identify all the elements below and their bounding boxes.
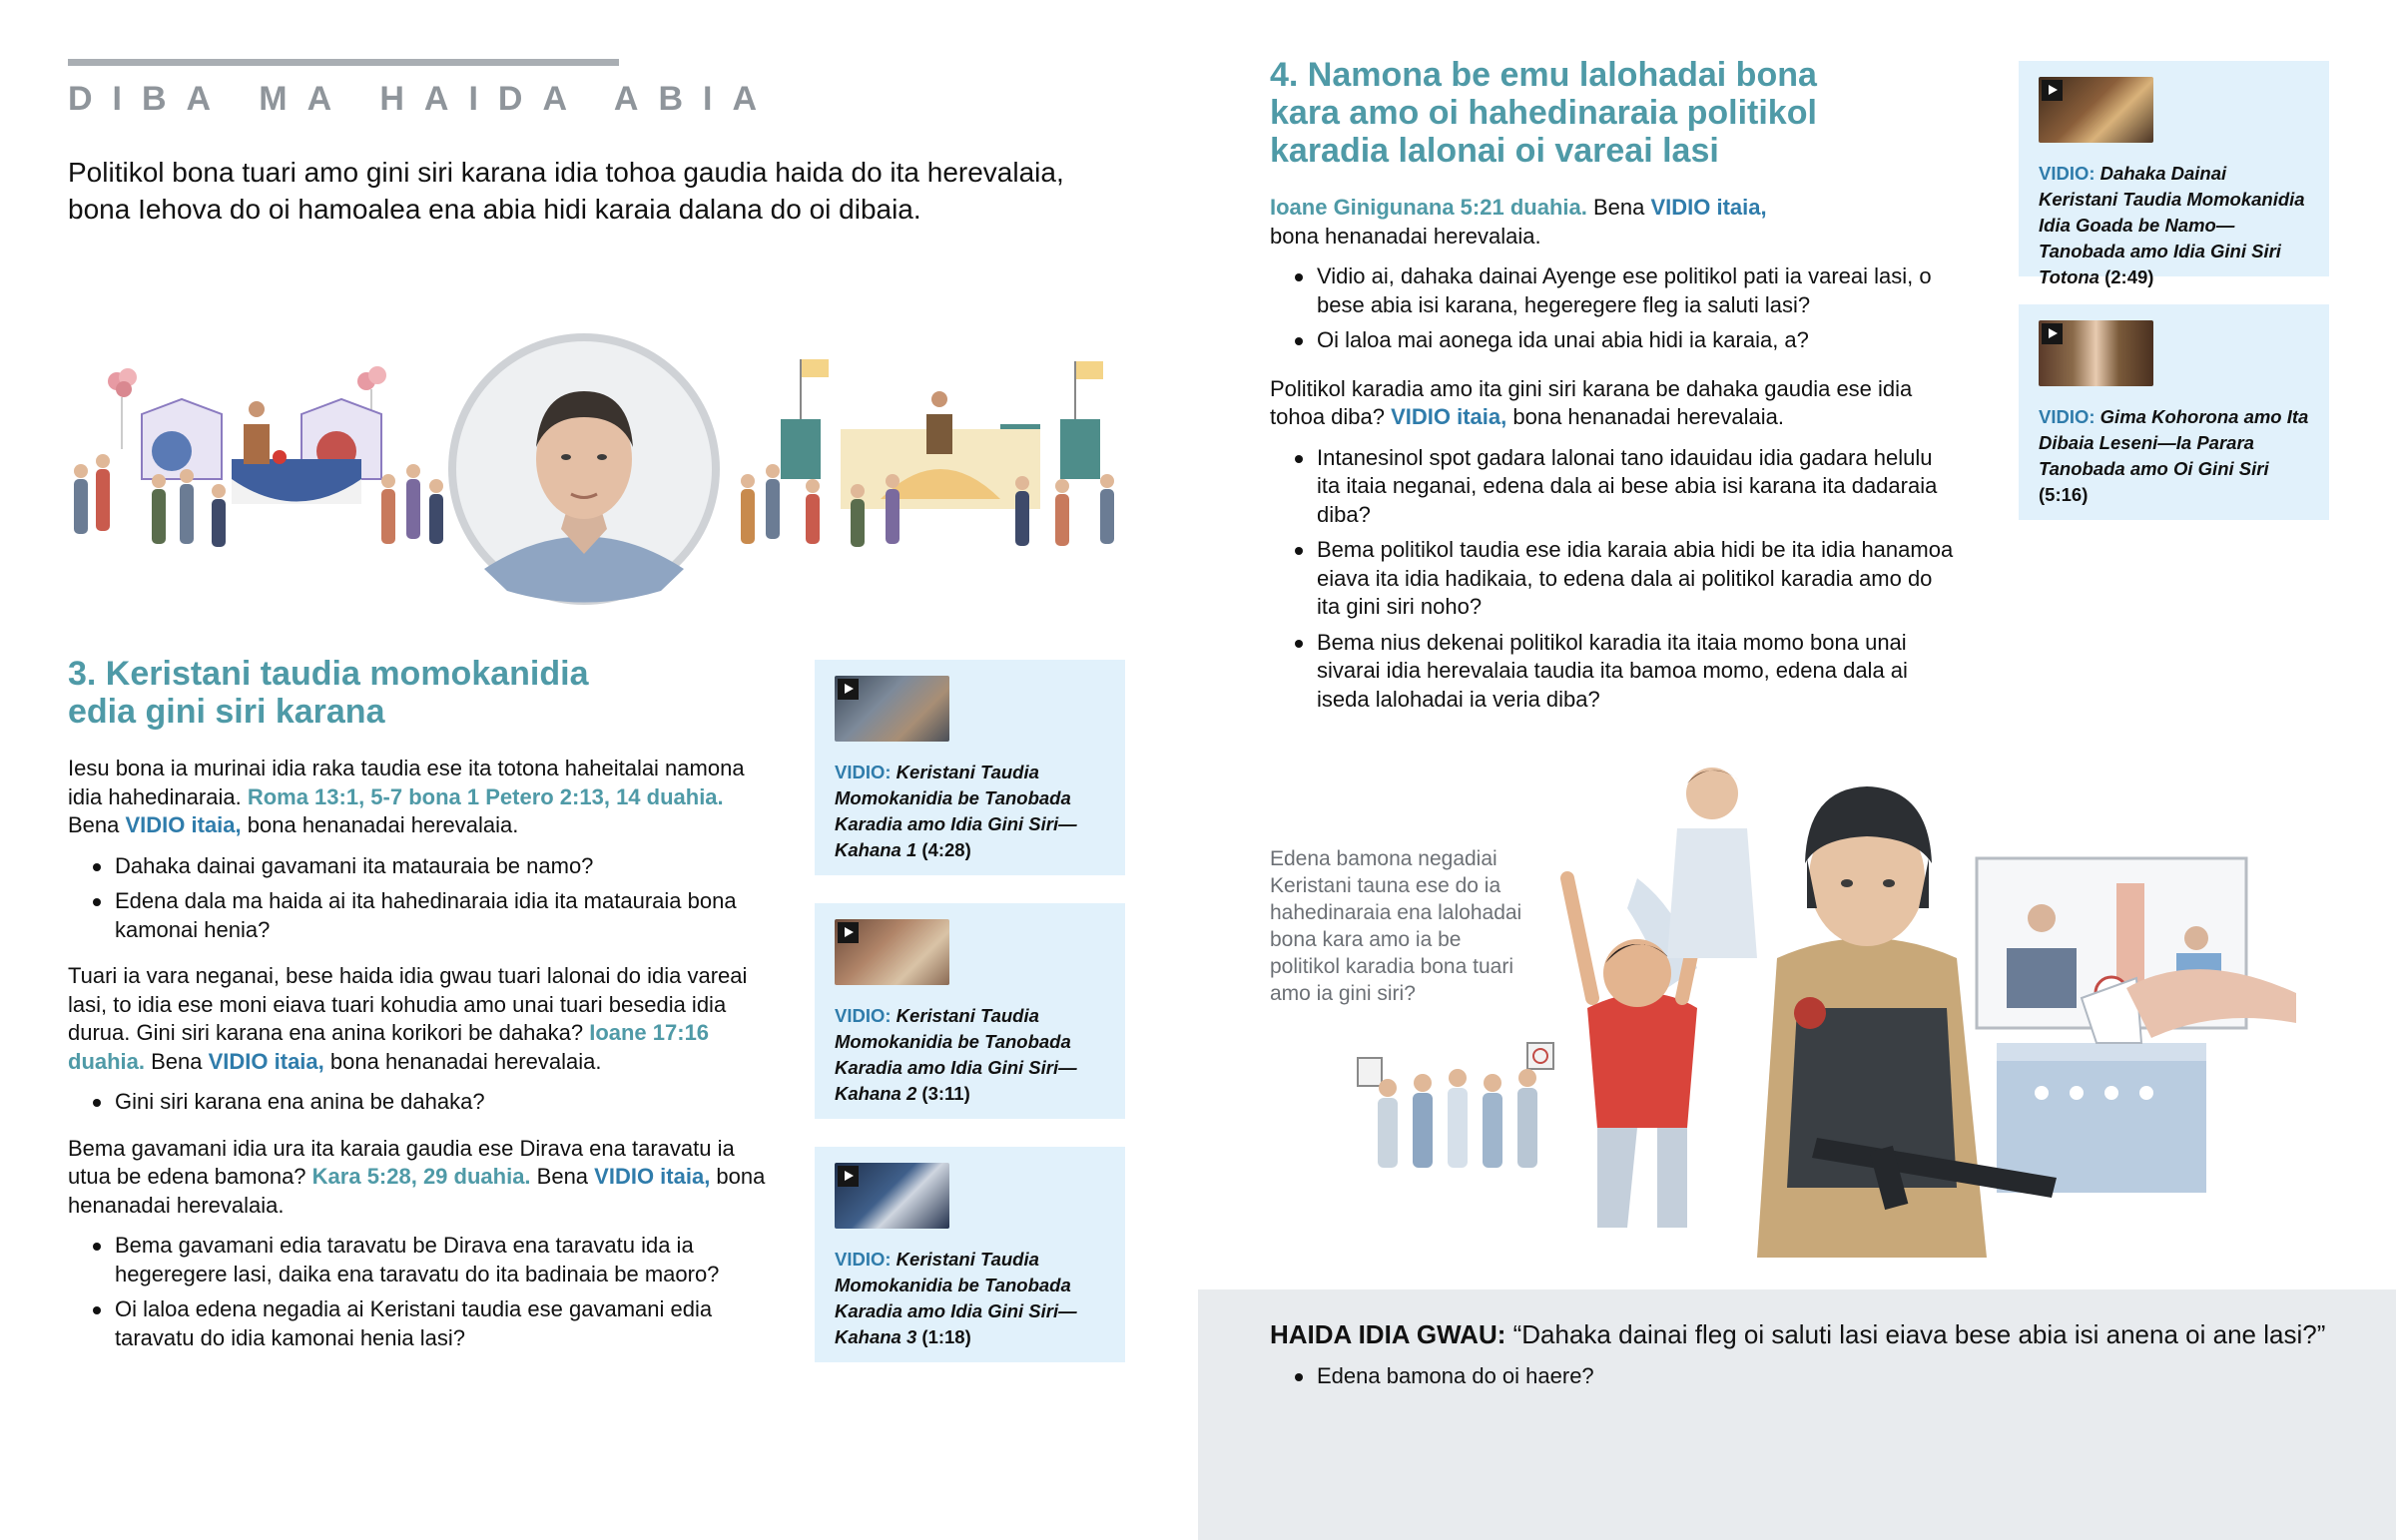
- question-list: [68, 1232, 767, 1352]
- video-duration: (3:11): [921, 1083, 970, 1104]
- question-list: [1270, 262, 1959, 355]
- paragraph-text: Iesu bona ia murinai idia raka taudia ese ita totona haheitalai namona idia hahedinaraia.: [68, 756, 745, 809]
- section-4-title-line: karadia lalonai oi vareai lasi: [1270, 132, 1719, 170]
- video-duration: (4:28): [921, 839, 971, 860]
- paragraph-text: bona henanadai herevalaia.: [68, 1164, 766, 1218]
- question-item: Vidio ai, dahaka dainai Ayenge ese politikol pati ia vareai lasi, o bese abia isi karana, hegeregere fleg ia saluti lasi?: [1270, 262, 1959, 319]
- question-item: Bema nius dekenai politikol karadia ita itaia momo bona unai sivarai idia herevalaia taudia ita bamoa momo, edena dala ai iseda lalohadai ia veria diba?: [1270, 629, 1959, 715]
- video-link[interactable]: VIDIO itaia,: [1391, 404, 1507, 429]
- video-duration: (1:18): [921, 1326, 971, 1347]
- paragraph-text: Tuari ia vara neganai, bese haida idia gwau tuari lalonai do idia vareai lasi, to idia ese moni eiava tuari kohudia amo unai tuari besedia idia durua. Gini siri karana ena anina korikori be dahaka?: [68, 963, 748, 1045]
- paragraph-text: Bema gavamani idia ura ita karaia gaudia ese Dirava ena taravatu ia utua be edena bamona?: [68, 1135, 735, 1189]
- section-3-paragraph-2: [68, 962, 767, 1076]
- video-title[interactable]: Keristani Taudia Momokanidia be Tanobada Karadia amo Idia Gini Siri—Kahana 1: [835, 762, 1077, 860]
- paragraph-text: bona henanadai herevalaia.: [1506, 404, 1784, 429]
- play-icon[interactable]: [2042, 323, 2063, 344]
- play-icon[interactable]: [2042, 80, 2063, 101]
- question-list: [68, 1088, 767, 1117]
- paragraph-text: bona henanadai herevalaia.: [1270, 223, 1541, 249]
- shouting-youth: [1667, 768, 1757, 958]
- video-thumbnail[interactable]: [2039, 320, 2153, 386]
- video-link[interactable]: VIDIO itaia,: [125, 812, 242, 837]
- scripture-reference[interactable]: Ioane 17:16 duahia.: [68, 1020, 710, 1074]
- section-3-title-line: 3. Keristani taudia momokanidia: [68, 655, 589, 693]
- discussion-label: HAIDA IDIA GWAU:: [1270, 1319, 1506, 1349]
- paragraph-text: bona henanadai herevalaia.: [241, 812, 519, 837]
- discussion-prompt: [1270, 1317, 2358, 1351]
- video-duration: (5:16): [2039, 484, 2089, 505]
- video-label: VIDIO:: [835, 762, 892, 782]
- question-item: Intanesinol spot gadara lalonai tano idauidau idia gadara helulu ita itaia neganai, edena dala ai bese abia isi karana ita dadaraia diba?: [1270, 444, 1959, 530]
- section-4-body: [1270, 194, 1959, 721]
- video-label: VIDIO:: [835, 1249, 892, 1270]
- protester-group: [1358, 1043, 1553, 1168]
- video-link[interactable]: VIDIO itaia,: [594, 1164, 711, 1189]
- play-icon[interactable]: [838, 922, 859, 943]
- video-link[interactable]: VIDIO itaia,: [1650, 195, 1767, 220]
- neutrality-illustration: [1338, 759, 2316, 1297]
- video-thumbnail[interactable]: [835, 919, 949, 985]
- paragraph-text: Politikol karadia amo ita gini siri karana be dahaka gaudia ese idia tohoa diba?: [1270, 375, 1913, 429]
- play-icon[interactable]: [838, 679, 859, 700]
- section-4-paragraph-1: [1270, 194, 1959, 251]
- video-card[interactable]: [815, 660, 1125, 875]
- section-4-paragraph-2: [1270, 375, 1959, 432]
- video-caption: [2039, 404, 2309, 508]
- rally-illustration: [62, 329, 1160, 609]
- video-card[interactable]: [2019, 61, 2329, 287]
- video-card[interactable]: [2019, 304, 2329, 520]
- question-item: Gini siri karana ena anina be dahaka?: [68, 1088, 767, 1117]
- video-thumbnail[interactable]: [835, 676, 949, 742]
- video-link[interactable]: VIDIO itaia,: [208, 1048, 324, 1074]
- question-item: Bema politikol taudia ese idia karaia abia hidi be ita idia hanamoa eiava ita idia hadikaia, to edena dala ai politikol karadia amo do ita gini siri noho?: [1270, 536, 1959, 622]
- video-card[interactable]: [815, 1147, 1125, 1362]
- question-list: [1270, 1362, 2268, 1398]
- video-title[interactable]: Keristani Taudia Momokanidia be Tanobada Karadia amo Idia Gini Siri—Kahana 2: [835, 1005, 1077, 1104]
- video-caption: [835, 760, 1105, 863]
- paragraph-text: Bena: [530, 1164, 595, 1189]
- soldier-voter-illustration: [1338, 759, 2316, 1297]
- question-item: Oi laloa edena negadia ai Keristani taudia ese gavamani edia taravatu do idia kamonai henia lasi?: [68, 1295, 767, 1352]
- question-list: [1270, 444, 1959, 715]
- section-3-paragraph-3: [68, 1135, 767, 1221]
- question-item: Dahaka dainai gavamani ita matauraia be namo?: [68, 852, 767, 881]
- question-item: Oi laloa mai aonega ida unai abia hidi ia karaia, a?: [1270, 326, 1959, 355]
- section-kicker: DIBA MA HAIDA ABIA: [68, 80, 778, 118]
- politics-illustration: [62, 329, 1160, 609]
- video-caption: [2039, 161, 2309, 290]
- scripture-reference[interactable]: Kara 5:28, 29 duahia.: [311, 1164, 531, 1189]
- section-3-title-line: edia gini siri karana: [68, 693, 385, 731]
- video-label: VIDIO:: [2039, 163, 2096, 184]
- play-icon[interactable]: [838, 1166, 859, 1187]
- video-caption: [835, 1003, 1105, 1107]
- intro-paragraph: Politikol bona tuari amo gini siri karana idia tohoa gaudia haida do ita herevalaia, bona Iehova do oi hamoalea ena abia hidi karaia dalana do oi dibaia.: [68, 157, 1064, 225]
- video-title[interactable]: Keristani Taudia Momokanidia be Tanobada Karadia amo Idia Gini Siri—Kahana 3: [835, 1249, 1077, 1347]
- paragraph-text: bona henanadai herevalaia.: [323, 1048, 602, 1074]
- section-4-title: [1270, 56, 1909, 170]
- question-item: Edena bamona do oi haere?: [1270, 1362, 2268, 1391]
- illustration-caption: Edena bamona negadiai Keristani tauna ese do ia hahedinaraia ena lalohadai bona kara amo ia be politikol karadia bona tuari amo ia gini siri?: [1270, 847, 1522, 1005]
- section-4-title-line: 4. Namona be emu lalohadai bona: [1270, 56, 1817, 94]
- paragraph-text: Bena: [145, 1048, 209, 1074]
- paragraph-text: Bena: [68, 812, 126, 837]
- scripture-reference[interactable]: Roma 13:1, 5-7 bona 1 Petero 2:13, 14 duahia.: [247, 783, 724, 809]
- video-duration: (2:49): [2104, 266, 2154, 287]
- section-3-paragraph-1: [68, 755, 767, 840]
- video-title[interactable]: Dahaka Dainai Keristani Taudia Momokanidia Idia Goada be Namo—Tanobada amo Idia Gini Siri Totona: [2039, 163, 2305, 287]
- discussion-quote: “Dahaka dainai fleg oi saluti lasi eiava bese abia isi anena oi ane lasi?”: [1505, 1319, 2326, 1349]
- header-rule: [68, 59, 619, 66]
- question-item: Bema gavamani edia taravatu be Dirava ena taravatu ida ia hegeregere lasi, daika ena taravatu do ita badinaia be maoro?: [68, 1232, 767, 1288]
- question-list: [68, 852, 767, 945]
- section-3-title: [68, 655, 787, 731]
- video-title[interactable]: Gima Kohorona amo Ita Dibaia Leseni—Ia Parara Tanobada amo Oi Gini Siri: [2039, 406, 2309, 479]
- video-thumbnail[interactable]: [2039, 77, 2153, 143]
- paragraph-text: Bena: [1586, 195, 1651, 220]
- right-rally-scene: [741, 359, 1114, 547]
- video-caption: [835, 1247, 1105, 1350]
- portrait-medallion: [448, 333, 720, 605]
- left-rally-scene: [74, 366, 443, 547]
- video-label: VIDIO:: [835, 1005, 892, 1026]
- video-thumbnail[interactable]: [835, 1163, 949, 1229]
- scripture-reference[interactable]: Ioane Ginigunana 5:21 duahia.: [1270, 195, 1587, 220]
- video-label: VIDIO:: [2039, 406, 2096, 427]
- section-3-body: [68, 755, 767, 1359]
- question-item: Edena dala ma haida ai ita hahedinaraia idia ita matauraia bona kamonai henia?: [68, 887, 767, 944]
- video-card[interactable]: [815, 903, 1125, 1119]
- section-4-title-line: kara amo oi hahedinaraia politikol: [1270, 94, 1817, 132]
